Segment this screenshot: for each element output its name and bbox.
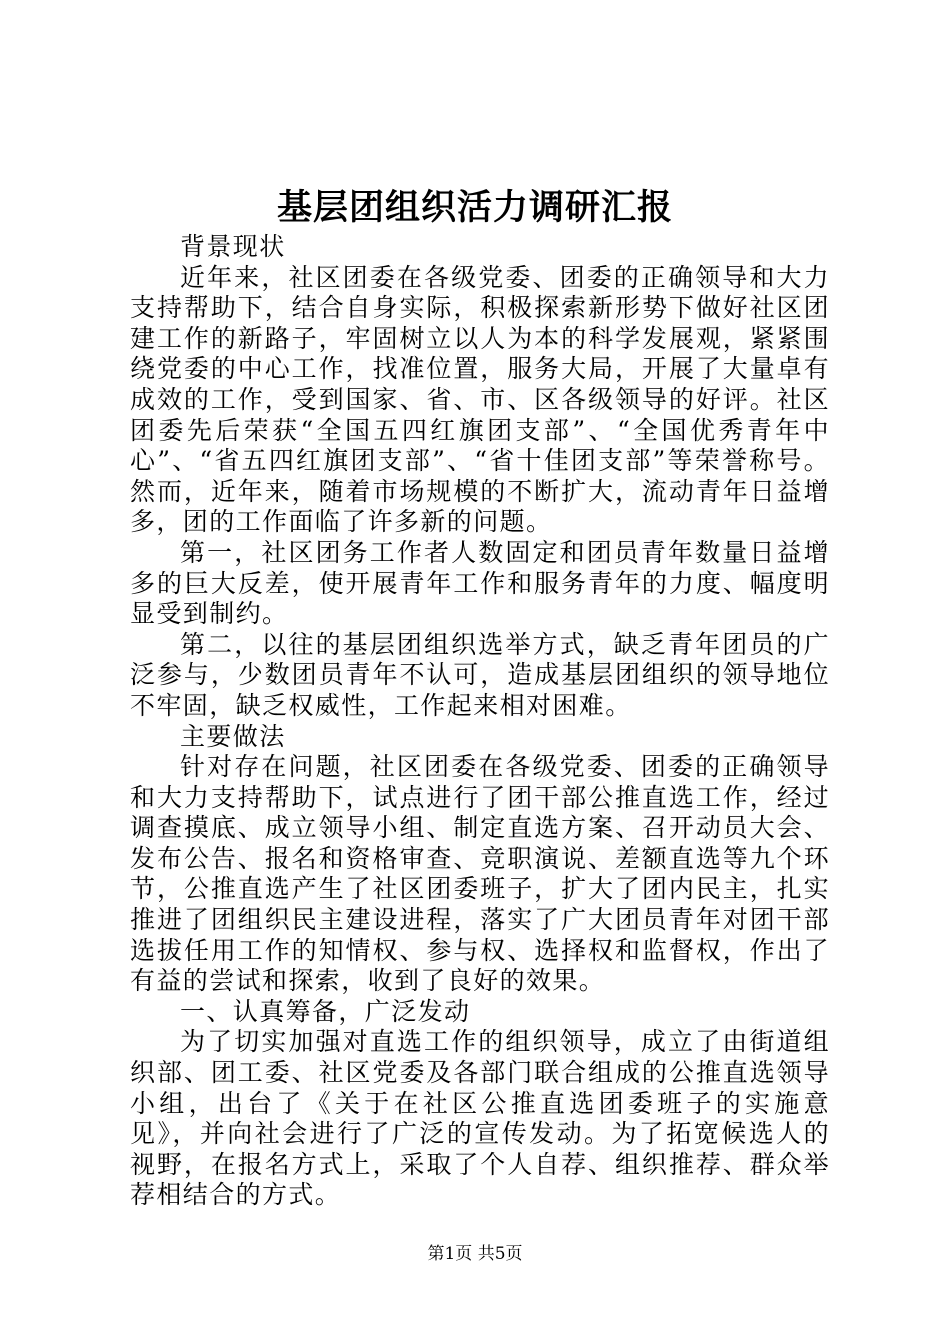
body-paragraph: 第二，以往的基层团组织选举方式，缺乏青年团员的广泛参与，少数团员青年不认可，造成基层团组织的领导地位不牢固，缺乏权威性，工作起来相对困难。 [130, 629, 830, 720]
page-number-footer: 第1页 共5页 [427, 1244, 523, 1264]
subsection-heading: 一、认真筹备，广泛发动 [180, 996, 471, 1026]
section-heading-main-practices: 主要做法 [180, 721, 286, 751]
section-heading-background: 背景现状 [180, 232, 286, 261]
body-paragraph: 针对存在问题，社区团委在各级党委、团委的正确领导和大力支持帮助下，试点进行了团干部公推直选工作，经过调查摸底、成立领导小组、制定直选方案、召开动员大会、发布公告、报名和资格审查、竞职演说、差额直选等九个环节，公推直选产生了社区团委班子，扩大了团内民主，扎实推进了团组织民主建设进程，落实了广大团员青年对团干部选拔任用工作的知情权、参与权、选择权和监督权，作出了有益的尝试和探索，收到了良好的效果。 [130, 752, 830, 996]
body-paragraph: 为了切实加强对直选工作的组织领导，成立了由街道组织部、团工委、社区党委及各部门联合组成的公推直选领导小组，出台了《关于在社区公推直选团委班子的实施意见》，并向社会进行了广泛的宣传发动。为了拓宽候选人的视野，在报名方式上，采取了个人自荐、组织推荐、群众举荐相结合的方式。 [130, 1027, 830, 1210]
document-title: 基层团组织活力调研汇报 [276, 187, 673, 228]
body-paragraph: 第一，社区团务工作者人数固定和团员青年数量日益增多的巨大反差，使开展青年工作和服务青年的力度、幅度明显受到制约。 [130, 537, 830, 629]
document-body [130, 232, 830, 1211]
body-paragraph: 近年来，社区团委在各级党委、团委的正确领导和大力支持帮助下，结合自身实际，积极探索新形势下做好社区团建工作的新路子，牢固树立以人为本的科学发展观，紧紧围绕党委的中心工作，找准位置，服务大局，开展了大量卓有成效的工作，受到国家、省、市、区各级领导的好评。社区团委先后荣获“全国五四红旗团支部”、“全国优秀青年中心”、“省五四红旗团支部”、“省十佳团支部”等荣誉称号。然而，近年来，随着市场规模的不断扩大，流动青年日益增多，团的工作面临了许多新的问题。 [130, 262, 830, 537]
